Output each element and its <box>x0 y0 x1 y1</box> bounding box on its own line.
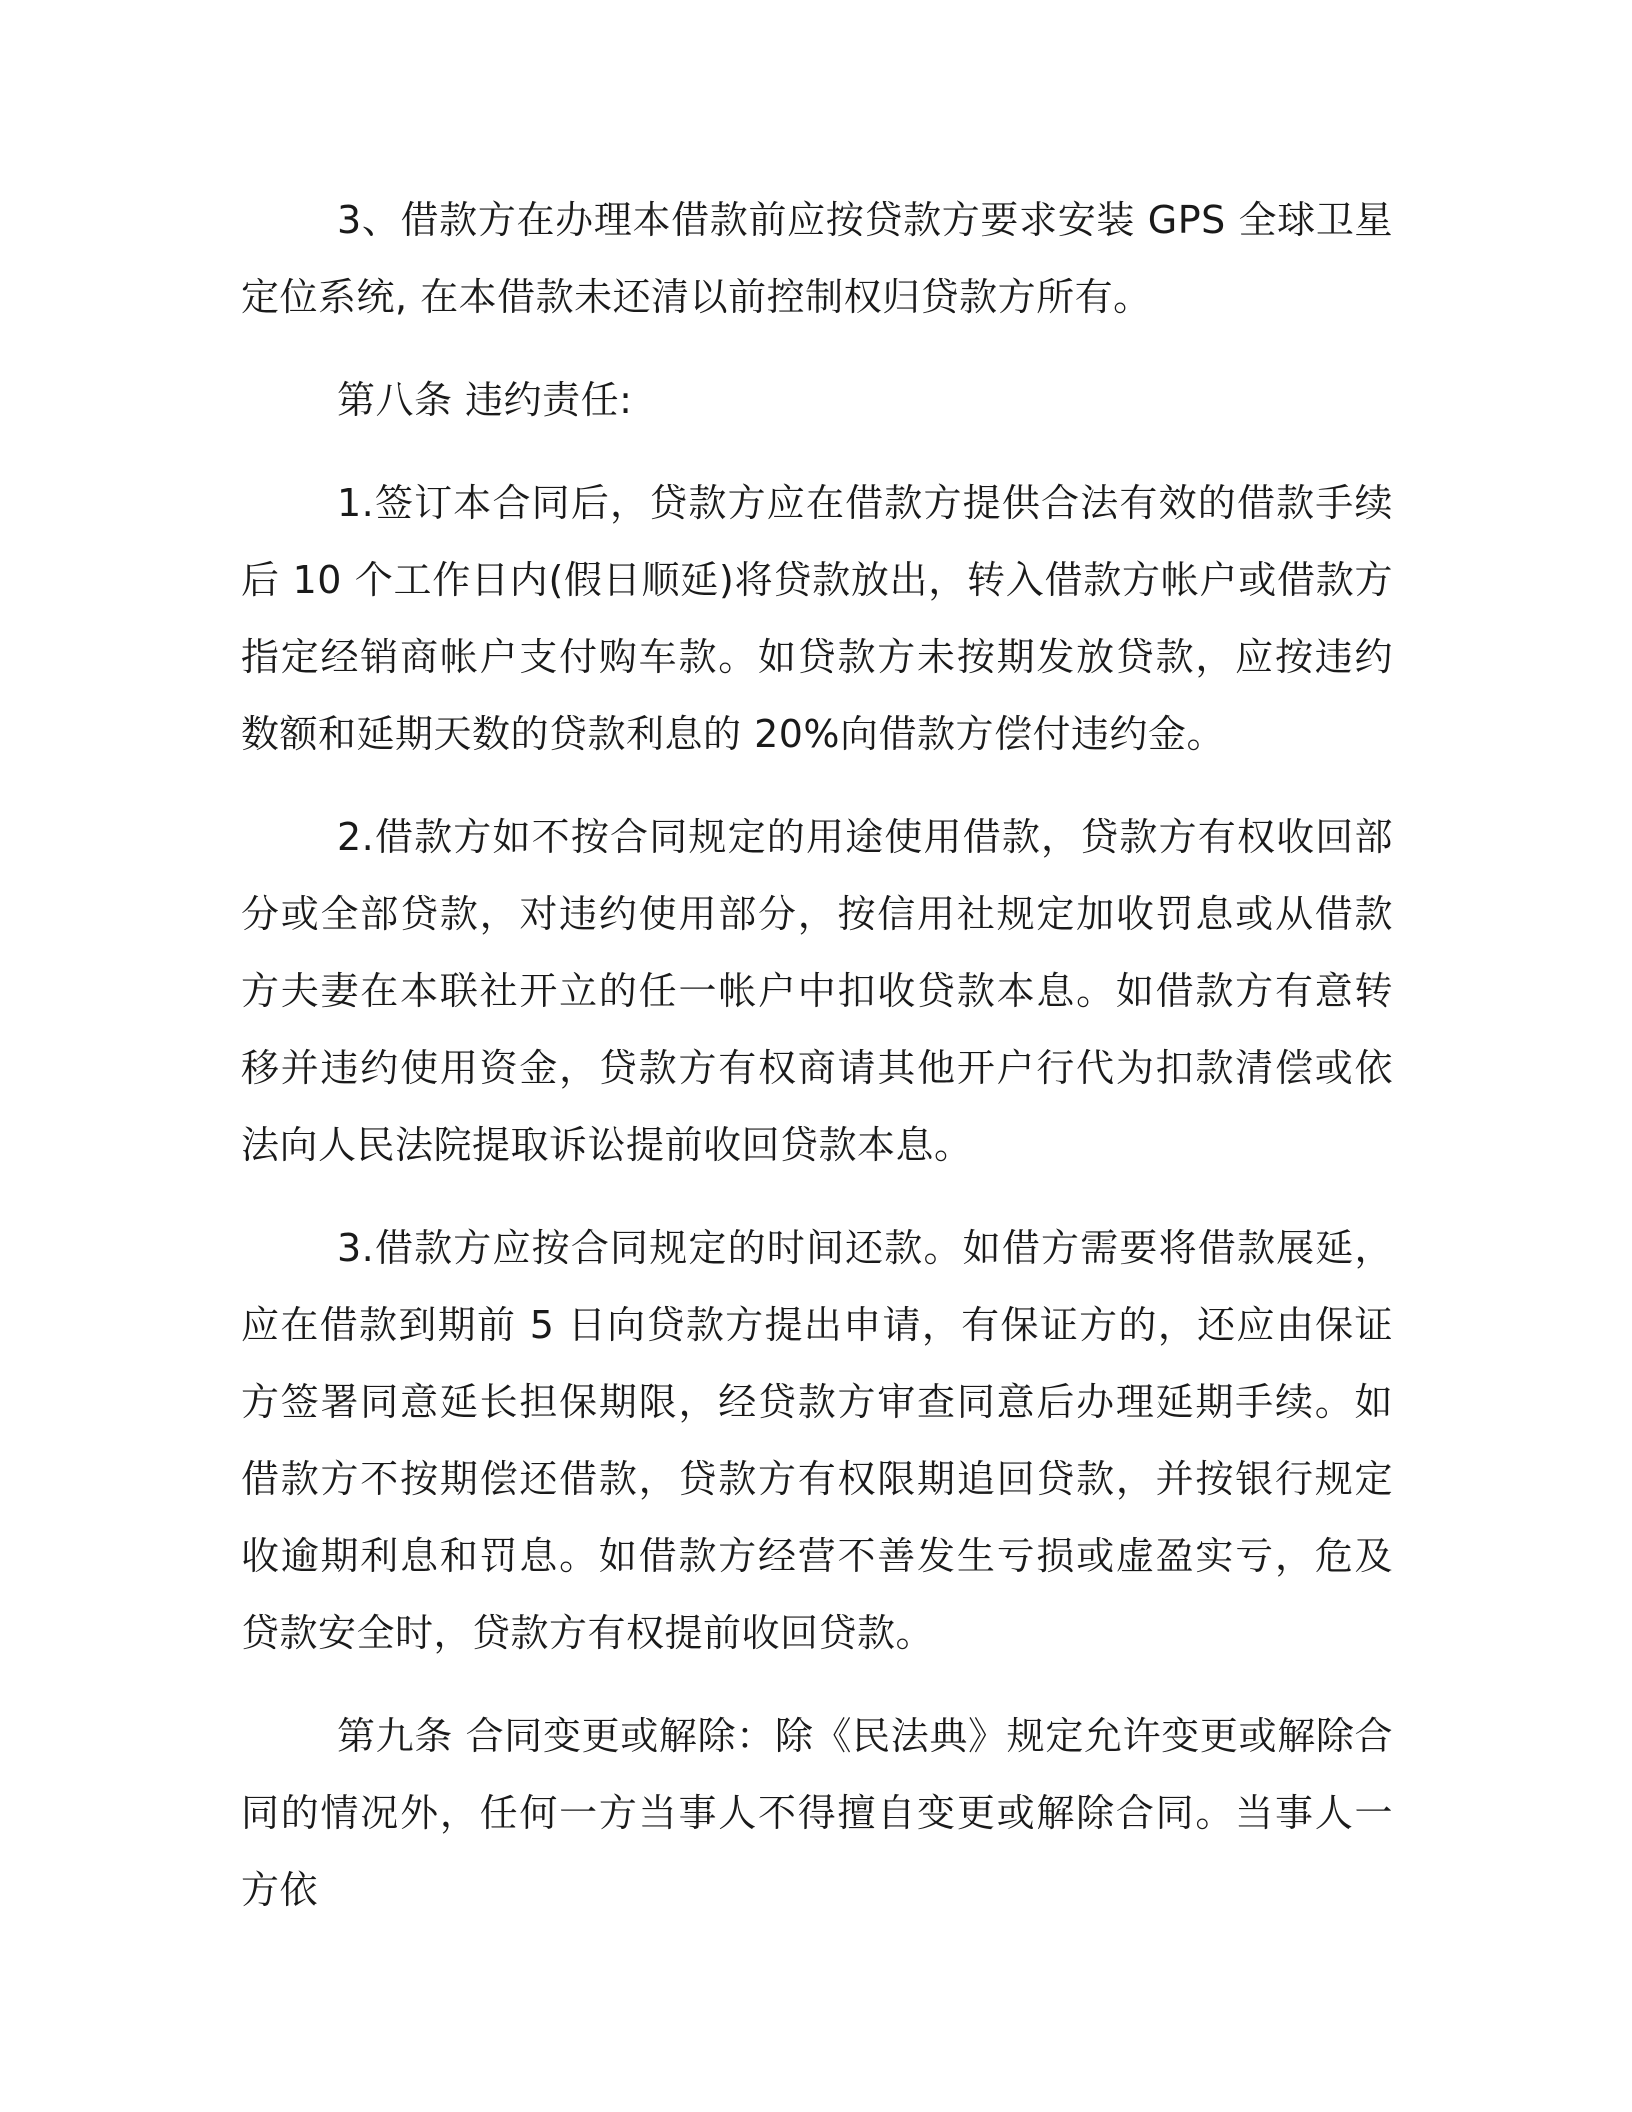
paragraph-breach-1: 1.签订本合同后，贷款方应在借款方提供合法有效的借款手续后 10 个工作日内(假日顺延)将贷款放出，转入借款方帐户或借款方指定经销商帐户支付购车款。如贷款方未按期发放贷款，应按违约数额和延期天数的贷款利息的 20%向借款方偿付违约金。 <box>241 481 1393 756</box>
article-9-paragraph: 第九条 合同变更或解除：除《民法典》规定允许变更或解除合同的情况外，任何一方当事人不得擅自变更或解除合同。当事人一方依 <box>241 1714 1393 1912</box>
paragraph-gap <box>241 1672 1393 1698</box>
paragraph-gap <box>241 773 1393 799</box>
document-body <box>241 182 1393 1929</box>
paragraph-breach-3: 3.借款方应按合同规定的时间还款。如借方需要将借款展延，应在借款到期前 5 日向贷款方提出申请，有保证方的，还应由保证方签署同意延长担保期限，经贷款方审查同意后办理延期手续。如借款方不按期偿还借款，贷款方有权限期追回贷款，并按银行规定收逾期利息和罚息。如借款方经营不善发生亏损或虚盈实亏，危及贷款安全时，贷款方有权提前收回贷款。 <box>241 1226 1393 1655</box>
paragraph-gap <box>241 336 1393 362</box>
paragraph-breach-2: 2.借款方如不按合同规定的用途使用借款，贷款方有权收回部分或全部贷款，对违约使用部分，按信用社规定加收罚息或从借款方夫妻在本联社开立的任一帐户中扣收贷款本息。如借款方有意转移并违约使用资金，贷款方有权商请其他开户行代为扣款清偿或依法向人民法院提取诉讼提前收回贷款本息。 <box>241 815 1393 1167</box>
paragraph-gap <box>241 1184 1393 1210</box>
paragraph-gps-clause: 3、借款方在办理本借款前应按贷款方要求安装 GPS 全球卫星定位系统, 在本借款未还清以前控制权归贷款方所有。 <box>241 198 1393 319</box>
paragraph-gap <box>241 439 1393 465</box>
article-8-heading: 第八条 违约责任: <box>337 378 633 422</box>
